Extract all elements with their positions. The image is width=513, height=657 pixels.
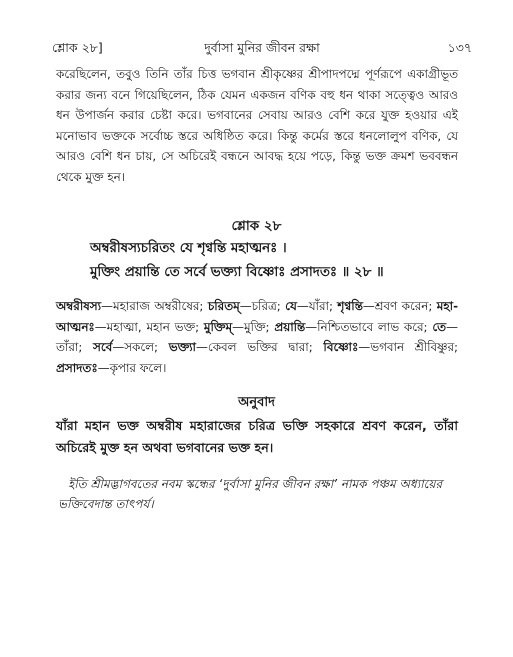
synonym-term: প্রসাদতঃ [56, 360, 98, 375]
synonym-term: তে [432, 319, 447, 334]
synonym-meaning: —কৃপার ফলে। [97, 360, 167, 375]
translation-heading: অনুবাদ [238, 395, 275, 410]
synonym-meaning: —কেবল ভক্তির দ্বারা; [196, 340, 324, 354]
running-header [52, 40, 472, 58]
synonym-term: প্রয়ান্তি [274, 319, 306, 334]
synonym-term: যে [285, 299, 297, 313]
synonym-meaning: —শ্রবণ করেন; [362, 299, 437, 313]
page-number: ১৩৭ [447, 40, 472, 55]
verse-heading: শ্লোক ২৮ [231, 218, 282, 234]
synonym-meaning: —মহাত্মা, মহান ভক্ত; [94, 319, 204, 334]
synonym-term: শৃণ্বন্তি [337, 299, 363, 313]
synonym-meaning: —মুক্তি; [232, 319, 275, 334]
synonym-term: সর্বে [93, 340, 113, 354]
verse-line-1: অম্বরীষস্যচরিতং যে শৃণ্বন্তি মহাত্মনঃ । [90, 241, 287, 256]
translation-paragraph: যাঁরা মহান ভক্ত অম্বরীষ মহারাজের চরিত্র ভক্তি সহকারে শ্রবণ করেন, তাঁরা অচিরেই মুক্ত হন অথবা ভগবানের ভক্ত হন। [56, 418, 458, 455]
synonyms-paragraph [56, 296, 458, 378]
synonym-term: বিষ্ণোঃ [323, 340, 359, 354]
header-chapter-title: দুর্বাসা মুনির জীবন রক্ষা [204, 40, 320, 55]
verse-line-2: মুক্তিং প্রয়ান্তি তে সর্বে ভক্ত্যা বিষ্ণোঃ প্রসাদতঃ ॥ ২৮ ॥ [90, 265, 384, 280]
synonym-term: মুক্তিম্ [203, 319, 233, 334]
synonym-meaning: —ভগবান শ্রীবিষ্ণুর; [358, 340, 458, 354]
synonym-meaning: —চরিত্র; [239, 299, 286, 313]
synonym-term: ভক্ত্যা [168, 340, 197, 354]
chapter-colophon: ইতি শ্রীমদ্ভাগবতের নবম স্কন্ধের ‘দুর্বাসা মুনির জীবন রক্ষা’ নামক পঞ্চম অধ্যায়ের ভক্তিবেদান্ত তাৎপর্য। [58, 477, 443, 511]
synonym-meaning: —সকলে; [112, 340, 169, 354]
header-verse-ref: শ্লোক ২৮] [52, 40, 103, 55]
synonym-term: মহা-আত্মনঃ [56, 299, 458, 334]
synonym-meaning: —যাঁরা; [296, 299, 338, 313]
synonym-term: চরিতম্ [207, 299, 240, 313]
purport-paragraph: করেছিলেন, তবুও তিনি তাঁর চিত্ত ভগবান শ্রীকৃষ্ণের শ্রীপাদপদ্মে পূর্ণরূপে একাগ্রীভূত করার জন্য বনে গিয়েছিলেন, ঠিক যেমন একজন বণিক বহু ধন থাকা সত্ত্বেও আরও ধন উপার্জন করার চেষ্টা করে। ভগবানের সেবায় আরও বেশি করে যুক্ত হওয়ার এই মনোভাব ভক্তকে সর্বোচ্চ স্তরে অধিষ্ঠিত করে। কিন্তু কর্মের স্তরে ধনলোলুপ বণিক, যে আরও বেশি ধন চায়, সে অচিরেই বন্ধনে আবদ্ধ হয়ে পড়ে, কিন্তু ভক্ত ক্রমশ ভববন্ধন থেকে মুক্ত হন। [56, 67, 458, 184]
synonym-meaning: —তাঁরা; [56, 319, 458, 354]
synonym-meaning: —মহারাজ অম্বরীষের; [101, 299, 208, 313]
synonym-meaning: —নিশ্চিতভাবে লাভ করে; [305, 319, 433, 334]
synonym-term: অম্বরীষস্য [56, 299, 102, 313]
